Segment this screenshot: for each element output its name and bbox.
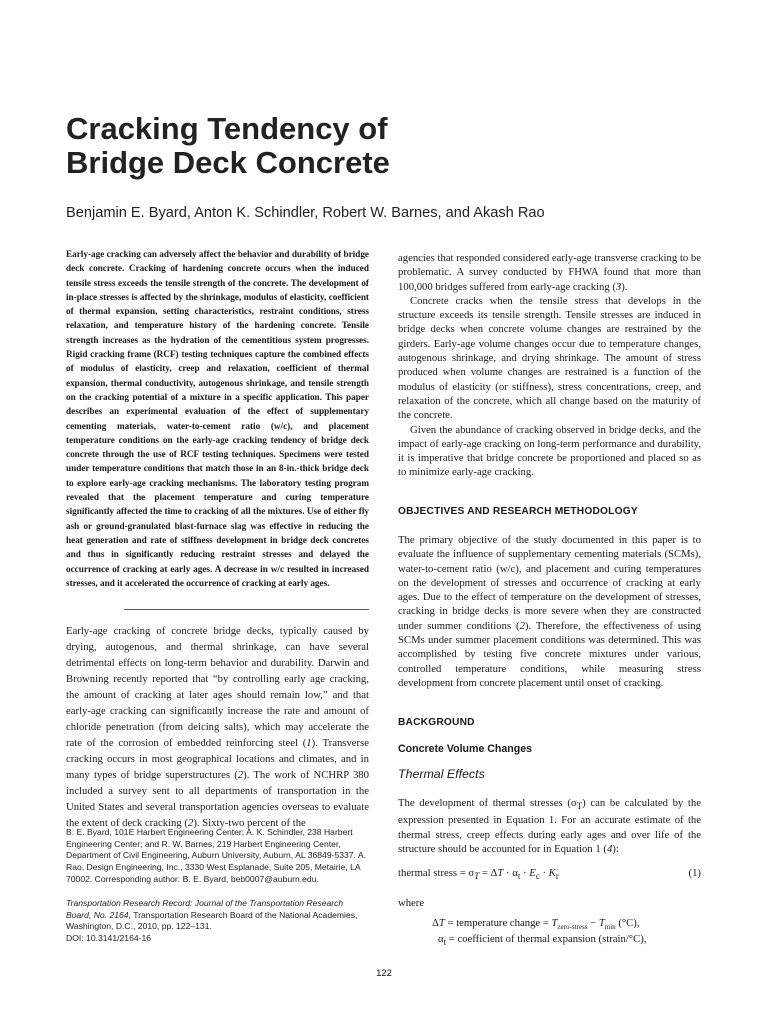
- section-heading-objectives: OBJECTIVES AND RESEARCH METHODOLOGY: [398, 506, 638, 517]
- paragraph: Given the abundance of cracking observed in bridge decks, and the impact of early-age cracking on long-term performance and durability, it is imperative that bridge concrete be proportioned and placed so as to minimize early-age cracking.: [398, 423, 701, 479]
- citation-footnote: Transportation Research Record: Journal of the Transportation Research Board, No. 2164, Transportation Research Board of the National Academies, Washington, D.C., 2010, pp. 122–131. DOI: 10.3141/2164-16: [66, 898, 358, 944]
- variable-definition-delta-t: ΔT = temperature change = $T_{zero-stress} - T_{min}$ (°C),: [432, 917, 640, 932]
- right-column-intro: [398, 251, 701, 480]
- abstract-divider: [124, 609, 369, 610]
- author-list: Benjamin E. Byard, Anton K. Schindler, Robert W. Barnes, and Akash Rao: [66, 205, 545, 221]
- where-label: where: [398, 897, 425, 909]
- paragraph: Concrete cracks when the tensile stress that develops in the structure exceeds its tensile strength. Tensile stresses are induced in bridge decks when concrete volume changes are restrained by the girders. Early-age volume changes occur due to temperature changes, autogenous shrinkage, and drying shrinkage. The amount of stress produced when volume changes are restrained is a function of the modulus of elasticity (or stiffness), stress concentrations, creep, and relaxation of the concrete, which all change based on the maturity of the concrete.: [398, 294, 701, 422]
- author-affiliations-footnote: B. E. Byard, 101E Harbert Engineering Center; A. K. Schindler, 238 Harbert Engineering Center; and R. W. Barnes, 219 Harbert Engineering Center, Department of Civil Engineering, Auburn University, Auburn, AL 36849-5337. A. Rao, Design Engineering, Inc., 3330 West Esplanade, Suite 205, Metairie, LA 70002. Corresponding author: B. E. Byard, beb0007@auburn.edu.: [66, 827, 367, 884]
- title-line-2: Bridge Deck Concrete: [66, 145, 390, 180]
- citation-ref: 3: [615, 280, 622, 293]
- section-heading-background: BACKGROUND: [398, 717, 475, 728]
- variable-definition-alpha: $\alpha_t$ = coefficient of thermal expansion (strain/°C),: [438, 933, 647, 948]
- abstract: Early-age cracking can adversely affect the behavior and durability of bridge deck concrete. Cracking of hardening concrete occurs when the induced tensile stress exceeds the tensile strength of the concrete. The development of in-place stresses is affected by the shrinkage, modulus of elasticity, coefficient of thermal expansion, setting characteristics, restraint conditions, stress relaxation, and temperature history of the hardening concrete. Tensile strength increases as the hydration of the cementitious system progresses. Rigid cracking frame (RCF) testing techniques capture the combined effects of modulus of elasticity, creep and relaxation, coefficient of thermal expansion, thermal conductivity, autogenous shrinkage, and tensile strength on the cracking potential of a mixture in a specific application. This paper describes an experimental evaluation of the effect of supplementary cementing materials, water-to-cement ratio (w/c), and placement temperature conditions on the early-age cracking tendency of bridge deck concrete through the use of RCF testing techniques. Specimens were tested under temperature conditions that match those in an 8-in.-thick bridge deck to explore early-age cracking mechanisms. The laboratory testing program revealed that the placement temperature and curing temperature significantly affected the time to cracking of all the mixtures. Use of either fly ash or ground-granulated blast-furnace slag was effective in reducing the heat generation and rate of stiffness development in bridge deck concretes and thus in significantly reducing restraint stresses and delayed the occurrence of cracking at early ages. A decrease in w/c resulted in increased stresses, and it accelerated the occurrence of cracking at early ages.: [66, 249, 369, 588]
- citation-ref: 2: [187, 817, 194, 829]
- equation-number: (1): [688, 867, 701, 879]
- paragraph: agencies that responded considered early-age transverse cracking to be problematic. A survey conducted by FHWA found that more than 100,000 bridges suffered from early-age cracking (3).: [398, 252, 701, 293]
- title-line-1: Cracking Tendency of: [66, 111, 388, 146]
- subsubsection-heading-thermal-effects: Thermal Effects: [398, 767, 485, 781]
- citation-ref: 2: [519, 619, 525, 632]
- citation-ref: 4: [606, 843, 613, 856]
- doi: DOI: 10.3141/2164-16: [66, 933, 152, 944]
- citation-ref: 2: [237, 769, 244, 781]
- intro-paragraph: Early-age cracking of concrete bridge decks, typically caused by drying, autogenous, and thermal shrinkage, can have several detrimental effects on long-term behavior and durability. Darwin and Browning recently reported that “by controlling early age cracking, the amount of cracking at later ages should remain low,” and that early-age cracking can significantly increase the rate and amount of chloride penetration (from deicing salts), which may accelerate the rate of the corrosion of embedded reinforcing steel (1). Transverse cracking occurs in most geographical locations and climates, and in many types of bridge superstructures (2). The work of NCHRP 380 included a survey sent to all departments of transportation in the United States and several transportation agencies overseas to evaluate the extent of deck cracking (2). Sixty-two percent of the: [66, 625, 369, 829]
- subsection-heading-volume-changes: Concrete Volume Changes: [398, 743, 533, 755]
- objectives-paragraph: The primary objective of the study documented in this paper is to evaluate the influence of supplementary cementing materials (SCMs), water-to-cement ratio (w/c), and placement and curing temperatures on the development of stresses and occurrence of cracking at early ages. Due to the effect of temperature on the development of stresses, cracking in bridge decks is more severe when they are constructed under summer conditions (2). Therefore, the effectiveness of using SCMs under summer placement conditions was determined. This was accomplished by testing five concrete mixtures under various, controlled temperature conditions, while measuring stress development from concrete placement until onset of cracking.: [398, 534, 701, 689]
- thermal-paragraph: The development of thermal stresses $(\sigma_T)$ can be calculated by the expression presented in Equation 1. For an accurate estimate of the thermal stress, creep effects during early ages and over life of the structure should be accounted for in Equation 1 (4):: [398, 797, 701, 856]
- citation-ref: 1: [306, 737, 312, 749]
- equation-1: thermal stress = $\sigma_T = \Delta T \cdot \alpha_t \cdot E_c \cdot K_r$ (1): [398, 867, 701, 882]
- paper-title: [66, 112, 706, 180]
- journal-name: Transportation Research Record: Journal of the Transportation Research Board, No. 2164,: [66, 898, 344, 920]
- page-number: 122: [376, 968, 392, 979]
